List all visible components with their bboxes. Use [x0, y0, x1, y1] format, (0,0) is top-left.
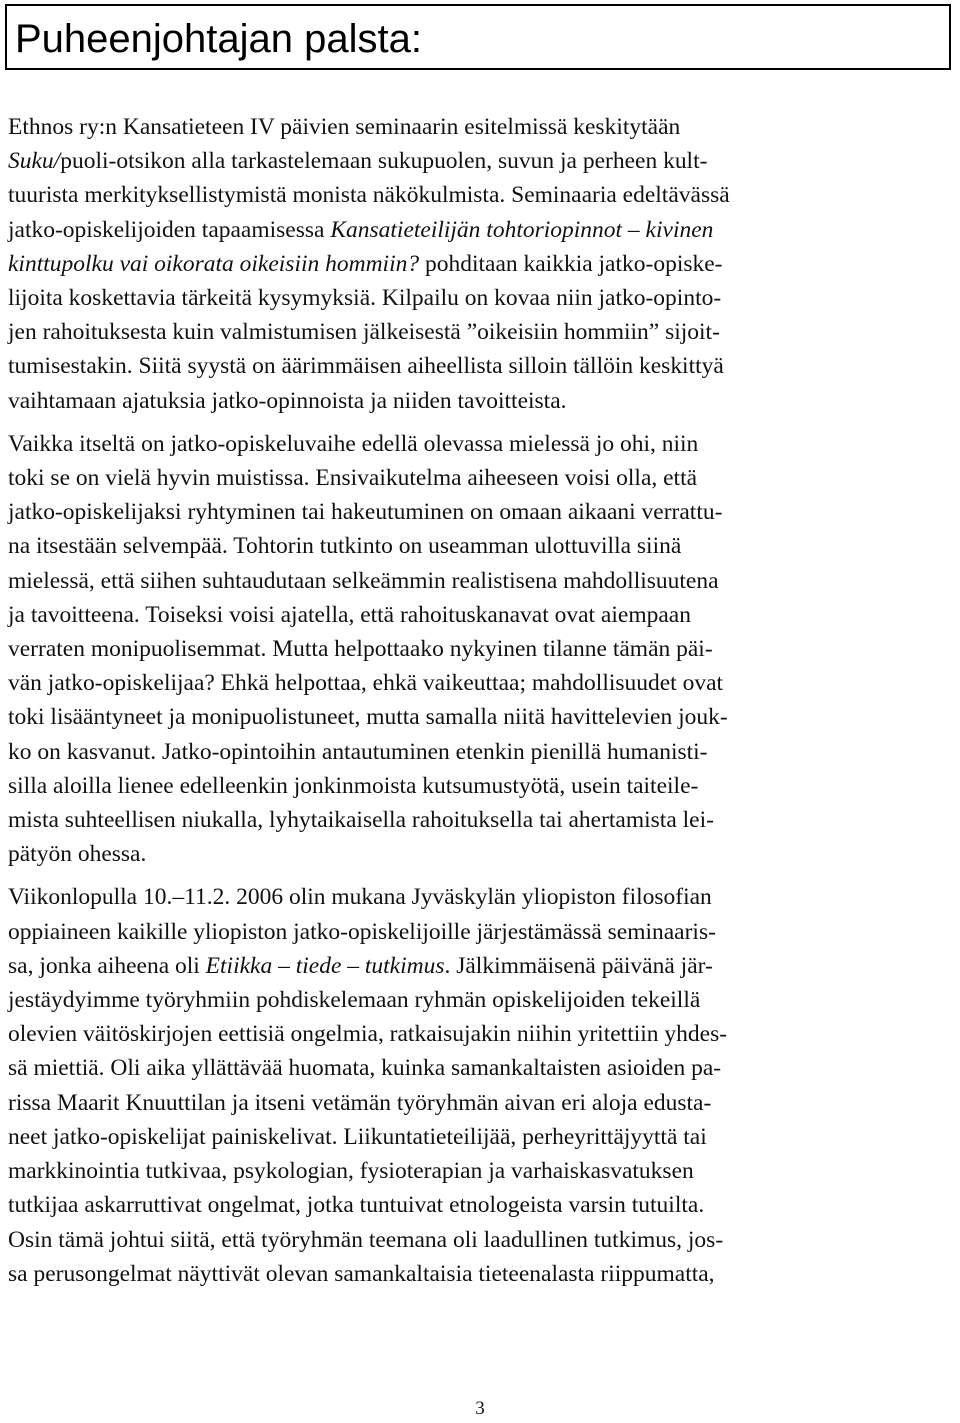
- text-line: [8, 769, 952, 803]
- text-line: [8, 529, 952, 563]
- text-segment: pohditaan kaikkia jatko-opiske-: [419, 250, 723, 277]
- text-line: [8, 1017, 952, 1051]
- text-segment: na itsestään selvempää. Tohtorin tutkinto on useamman ulottuvilla siinä: [8, 533, 682, 560]
- text-segment: verraten monipuolisemmat. Mutta helpottaako nykyinen tilanne tämän päi-: [8, 636, 713, 663]
- page-title: Puheenjohtajan palsta:: [15, 17, 422, 61]
- text-segment: sä miettiä. Oli aika yllättävää huomata, kuinka samankaltaisten asioiden pa-: [8, 1055, 722, 1082]
- text-segment: jestäydyimme työryhmiin pohdiskelemaan ryhmän opiskelijoiden tekeillä: [8, 987, 701, 1014]
- text-segment: tumisestakin. Siitä syystä on äärimmäisen aiheellista silloin tällöin keskittyä: [8, 353, 724, 380]
- text-segment: vän jatko-opiskelijaa? Ehkä helpottaa, ehkä vaikeuttaa; mahdollisuudet ovat: [8, 670, 724, 697]
- text-segment: tuurista merkityksellistymistä monista näkökulmista. Seminaaria edeltävässä: [8, 182, 730, 209]
- text-line: [8, 803, 952, 837]
- text-segment: puoli-otsikon alla tarkastelemaan sukupuolen, suvun ja perheen kult-: [60, 148, 708, 175]
- text-line: [8, 949, 952, 983]
- text-segment: rissa Maarit Knuuttilan ja itseni vetämän työryhmän aivan eri aloja edusta-: [8, 1089, 712, 1116]
- text-segment: mista suhteellisen niukalla, lyhytaikaisella rahoituksella tai ahertamista lei-: [8, 807, 714, 834]
- text-line: [8, 735, 952, 769]
- text-line: [8, 315, 952, 349]
- text-line: [8, 1257, 952, 1291]
- text-segment: sa, jonka aiheena oli: [8, 952, 206, 979]
- title-box: [5, 4, 951, 70]
- text-segment: Vaikka itseltä on jatko-opiskeluvaihe edellä olevassa mielessä jo ohi, niin: [8, 430, 699, 457]
- page-number: 3: [475, 1398, 485, 1419]
- text-segment: oppiaineen kaikille yliopiston jatko-opiskelijoille järjestämässä seminaaris-: [8, 918, 716, 945]
- text-line: [8, 461, 952, 495]
- text-segment: jatko-opiskelijaksi ryhtyminen tai hakeutuminen on omaan aikaani verrattu-: [8, 499, 723, 526]
- text-line: [8, 632, 952, 666]
- text-line: [8, 384, 952, 418]
- text-line: [8, 983, 952, 1017]
- text-line: [8, 349, 952, 383]
- italic-text: kinttupolku vai oikorata oikeisiin hommiin?: [8, 250, 420, 277]
- text-segment: olevien väitöskirjojen eettisiä ongelmia, ratkaisujakin niihin yritettiin yhdes-: [8, 1021, 728, 1048]
- text-line: [8, 1086, 952, 1120]
- text-segment: markkinointia tutkivaa, psykologian, fysioterapian ja varhaiskasvatuksen: [8, 1158, 694, 1185]
- text-segment: ja tavoitteena. Toiseksi voisi ajatella, että rahoituskanavat ovat aiempaan: [8, 601, 691, 628]
- italic-text: Kansatieteilijän tohtoriopinnot – kivinen: [330, 216, 714, 243]
- text-line: [8, 110, 952, 144]
- text-line: [8, 213, 952, 247]
- text-segment: ko on kasvanut. Jatko-opintoihin antautuminen etenkin pienillä humanisti-: [8, 738, 708, 765]
- paragraph: [8, 110, 956, 418]
- text-segment: Viikonlopulla 10.–11.2. 2006 olin mukana Jyväskylän yliopiston filosofian: [8, 884, 712, 911]
- text-segment: . Jälkimmäisenä päivänä jär-: [444, 952, 713, 979]
- text-segment: pätyön ohessa.: [8, 841, 147, 868]
- text-segment: mielessä, että siihen suhtaudutaan selkeämmin realistisena mahdollisuutena: [8, 567, 719, 594]
- text-line: [8, 1154, 952, 1188]
- text-segment: silla aloilla lienee edelleenkin jonkinmoista kutsumustyötä, usein taiteile-: [8, 772, 699, 799]
- text-segment: toki se on vielä hyvin muistissa. Ensivaikutelma aiheeseen voisi olla, että: [8, 465, 698, 492]
- text-line: [8, 1051, 952, 1085]
- text-line: [8, 1120, 952, 1154]
- text-line: [8, 1223, 952, 1257]
- text-segment: vaihtamaan ajatuksia jatko-opinnoista ja niiden tavoitteista.: [8, 387, 567, 414]
- text-segment: jen rahoituksesta kuin valmistumisen jälkeisestä ”oikeisiin hommiin” sijoit-: [8, 319, 720, 346]
- text-segment: Osin tämä johtui siitä, että työryhmän teemana oli laadullinen tutkimus, jos-: [8, 1226, 724, 1253]
- paragraph: [8, 427, 956, 872]
- italic-text: Suku/: [8, 148, 61, 175]
- text-line: [8, 281, 952, 315]
- text-line: [8, 1188, 952, 1222]
- text-line: [8, 915, 952, 949]
- text-segment: Ethnos ry:n Kansatieteen IV päivien seminaarin esitelmissä keskitytään: [8, 114, 681, 140]
- text-segment: toki lisääntyneet ja monipuolistuneet, mutta samalla niitä havittelevien jouk-: [8, 704, 728, 731]
- paragraph: [8, 880, 956, 1290]
- text-line: [8, 495, 952, 529]
- text-segment: jatko-opiskelijoiden tapaamisessa: [8, 216, 331, 243]
- text-line: [8, 427, 952, 461]
- italic-text: Etiikka – tiede – tutkimus: [205, 952, 445, 979]
- text-line: [8, 666, 952, 700]
- text-line: [8, 144, 952, 178]
- article-body: [8, 110, 956, 1300]
- text-line: [8, 178, 952, 212]
- text-line: [8, 247, 952, 281]
- text-line: [8, 598, 952, 632]
- text-line: [8, 700, 952, 734]
- text-line: [8, 564, 952, 598]
- text-segment: tutkijaa askarruttivat ongelmat, jotka tuntuivat etnologeista varsin tutuilta.: [8, 1192, 705, 1219]
- text-segment: neet jatko-opiskelijat painiskelivat. Liikuntatieteilijää, perheyrittäjyyttä tai: [8, 1123, 707, 1150]
- text-line: [8, 880, 952, 914]
- text-segment: sa perusongelmat näyttivät olevan samankaltaisia tieteenalasta riippumatta,: [8, 1260, 715, 1287]
- text-segment: lijoita koskettavia tärkeitä kysymyksiä. Kilpailu on kovaa niin jatko-opinto-: [8, 285, 722, 312]
- text-line: [8, 837, 952, 871]
